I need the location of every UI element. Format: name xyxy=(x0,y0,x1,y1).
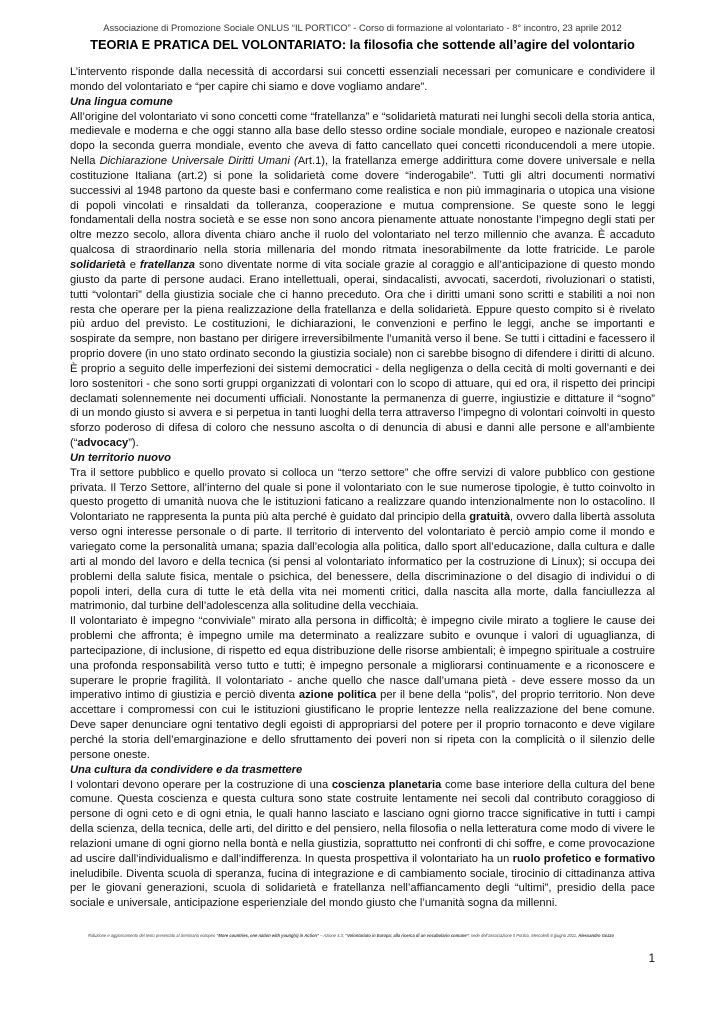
document-body xyxy=(70,65,655,911)
section-heading-cultura: Una cultura da condividere e da trasmettere xyxy=(70,763,303,776)
section-heading-territorio-nuovo: Un territorio nuovo xyxy=(70,451,171,464)
section-heading-lingua-comune: Una lingua comune xyxy=(70,95,173,108)
footnote: Riduzione e aggiornamento del testo presentato al Seminario europeo “More countries, one nation with young(s) in Action” – Azione 4.3; “Volontariato in Europa: alla ricerca di un vocabolario comune”; sede dell’associazione Il Portico, Mercoledì 8 giugno 2011, Alessandro Gozzo xyxy=(88,933,614,938)
intro-paragraph: L’intervento risponde dalla necessità di accordarsi sui concetti essenziali necessari per comunicare e condividere il mondo del volontariato e “per capire chi siamo e dove vogliamo andare”. xyxy=(70,66,655,93)
document-title: TEORIA E PRATICA DEL VOLONTARIATO: la filosofia che sottende all’agire del volontario xyxy=(90,37,635,52)
paragraph-territorio-nuovo-1: Tra il settore pubblico e quello provato si colloca un “terzo settore” che offre servizi di valore pubblico con gestione privata. Il Terzo Settore, all’interno del quale si pone il volontariato con le sue numerose tipologie, è tutto coinvolto in questo progetto di umanità nuova che le istituzioni faticano a realizzare quando intenzionalmente non lo ostacolino. Il Volontariato ne rappresenta la punta più alta perché è guidato dal principio della gratuità, ovvero dalla libertà assoluta verso ogni interesse personale o di parte. Il territorio di intervento del volontariato è perciò ampio come il mondo e variegato come la personalità umana; spazia dall’ecologia alla politica, dallo sport all’educazione, dalla cultura e dalle arti al mondo del lavoro e della tecnica (si pensi al volontariato informatico per la costruzione di Linux); si occupa dei problemi della salute fisica, mentale o psichica, del benessere, della discriminazione o del disagio di individui o di popoli interi, della cura di tutte le età della vita nei momenti critici, dalla nascita alla morte, dalla fanciullezza al matrimonio, dal turbine dell’adolescenza alla solitudine della vecchiaia. xyxy=(70,466,656,613)
paragraph-cultura: I volontari devono operare per la costruzione di una coscienza planetaria come base interiore della cultura del bene comune. Questa coscienza e questa cultura sono state costruite lentamente nei secoli dal contributo coraggioso di persone di ogni ceto e di ogni etnia, le quali hanno lasciato e lasciano ogni giorno tracce significative in tutti i campi della scienza, della tecnica, delle arti, del diritto e del pensiero, nella filosofia o nella letteratura come modo di vivere le relazioni umane di ogni giorno nella bontà e nella giustizia, soprattutto nei confronti di chi soffre, e come provocazione ad uscire dall’individualismo e dall’indifferenza. In questa prospettiva il volontariato ha un ruolo profetico e formativo ineludibile. Diventa scuola di speranza, fucina di integrazione e di cambiamento sociale, tirocinio di cittadinanza attiva per le giovani generazioni, scuola di solidarietà e fratellanza nell’affiancamento degli “ultimi”, presidio della pace sociale e universale, anticipazione esperienziale del mondo giusto che l’umanità sogna da millenni. xyxy=(70,778,655,910)
paragraph-territorio-nuovo-2: Il volontariato è impegno “conviviale” mirato alla persona in difficoltà; è impegno civile mirato a togliere le cause dei problemi che affronta; è impegno umile ma determinato a realizzare subito e ovunque i valori di uguaglianza, di partecipazione, di inclusione, di rispetto ed equa distribuzione delle risorse ambientali; è impegno spirituale a costruire una profonda responsabilità verso tutto e tutti; è impegno personale a migliorarsi continuamente e a riconoscere e superare le proprie fragilità. Il volontariato - anche quello che nasce dall’umana pietà - deve essere mosso da un imperativo intimo di giustizia e perciò diventa azione politica per il bene della “polis”, del proprio territorio. Non deve accettare i compromessi con cui le istituzioni giustificano le proprie lentezze nella realizzazione del bene comune. Deve saper denunciare ogni tentativo degli egoisti di appropriarsi del potere per il proprio tornaconto e deve vigilare perché la storia dell’emarginazione e dello sfruttamento dei poveri non si ripeta con la complicità o il silenzio delle persone oneste. xyxy=(70,615,655,761)
page-number: 1 xyxy=(648,953,655,965)
document-header: Associazione di Promozione Sociale ONLUS “IL PORTICO” - Corso di formazione al volontariato - 8° incontro, 23 aprile 2012 xyxy=(103,22,622,33)
paragraph-lingua-comune: All’origine del volontariato vi sono concetti come “fratellanza” e “solidarietà maturati nei lunghi secoli della storia antica, medievale e moderna e che oggi stanno alla base dello stesso ordine sociale mondiale, europeo e nazionale creatosi dopo la seconda guerra mondiale, evento che aveva di fatto cancellato quei concetti riconducendoli a mere utopie. Nella Dichiarazione Universale Diritti Umani (Art.1), la fratellanza emerge addirittura come dovere universale e nella costituzione Italiana (art.2) si pone la solidarietà come dovere “inderogabile”. Tutti gli altri documenti normativi successivi al 1948 partono da queste basi e confermano come realistica e non più immaginaria o utopica una visione di popoli vincolati e rinsaldati da tolleranza, cooperazione e mutua comprensione. Se queste sono le leggi fondamentali della nostra società e se esse non sono ancora pienamente attuate nonostante l’impegno degli stati per oltre mezzo secolo, allora diventa chiaro anche il ruolo del volontariato nel terzo millennio che avanza. È accaduto qualcosa di straordinario nella storia millenaria del mondo ritmata inesorabilmente da lotte fratricide. Le parole solidarietà e fratellanza sono diventate norme di vita sociale grazie al coraggio e all’anticipazione di questo mondo giusto da parte di persone audaci. Erano intellettuali, operai, sindacalisti, avvocati, sacerdoti, rivoluzionari o statisti, tutti “volontari” della giustizia sociale che ci hanno preceduto. Ora che i diritti umani sono scritti e stabiliti a noi non resta che operare per la piena realizzazione della fratellanza e della solidarietà. Eppure questo compito si è rivelato più arduo del previsto. Le costituzioni, le dichiarazioni, le convenzioni e perfino le leggi, anche se importanti e sospirate da sempre, non bastano per dirigere irreversibilmente l’umanità verso il bene. Se tutti i cittadini e facessero il proprio dovere (in uno stato ordinato secondo la giustizia sociale) non ci sarebbe bisogno di difendere i diritti di alcuno. È proprio a seguito delle imperfezioni dei sistemi democratici - della negligenza o della cecità di molti governanti e dei loro sostenitori - che sono sorti gruppi organizzati di volontari con lo scopo di attuare, qui ed ora, il rispetto dei principi declamati solennemente nei documenti ufficiali. Nonostante la permanenza di guerre, ingiustizie e dittature il “sogno” di un mondo giusto si avvera e si perpetua in tanti luoghi della terra attraverso l’impegno di volontari coinvolti in questo sforzo poderoso di difesa di coloro che nessuno ascolta o di denuncia di abusi e danni alle persone e all’ambiente (“advocacy”). xyxy=(70,110,655,450)
